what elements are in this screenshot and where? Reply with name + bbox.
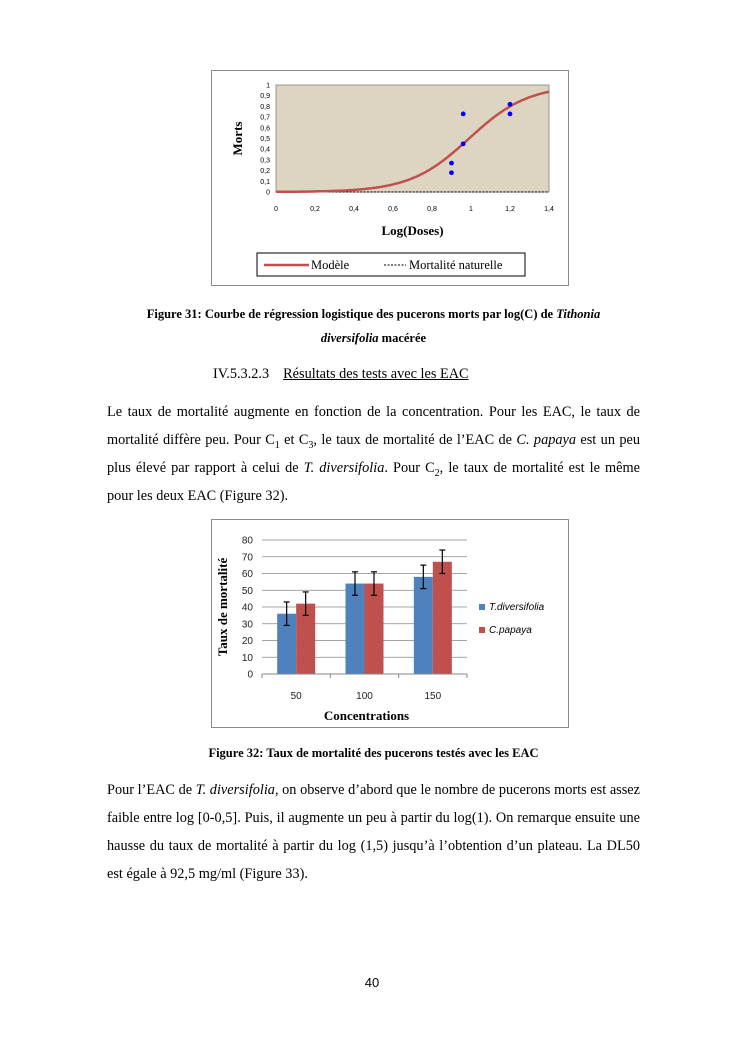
bar-tdiversifolia <box>346 584 365 674</box>
legend-swatch <box>479 627 485 633</box>
paragraph-results <box>107 398 640 510</box>
y-tick-label: 0 <box>266 189 270 197</box>
x-tick-label: 150 <box>424 691 442 702</box>
y-tick-label: 80 <box>241 535 253 547</box>
y-tick-label: 60 <box>241 569 253 580</box>
text-segment: , on observe d’abord que le nombre de pucerons morts est assez faible entre log [0-0,5]. Puis, il augmente un peu à partir du log(1). On remarque ensuite une hausse du taux de mortalité à partir du log (1,5) jusqu’à l’obtention d’un plateau. La DL50 est égale à 92,5 mg/ml (Figure 33). <box>107 782 640 882</box>
data-point <box>508 111 513 116</box>
y-tick-label: 1 <box>266 82 270 90</box>
logistic-regression-chart <box>212 71 568 285</box>
x-tick-label: 1,4 <box>544 206 554 213</box>
y-axis-title: Morts <box>230 121 245 156</box>
subscript: 2 <box>434 467 440 479</box>
legend-swatch <box>479 604 485 610</box>
bar-cpapaya <box>365 584 384 674</box>
x-tick-label: 1 <box>469 206 473 213</box>
x-axis-title: Log(Doses) <box>381 223 444 238</box>
y-tick-label: 70 <box>241 552 253 564</box>
y-tick-label: 0 <box>247 669 253 681</box>
y-tick-label: 0,7 <box>260 114 270 122</box>
caption-suffix: macérée <box>378 331 427 345</box>
bar-cpapaya <box>433 562 452 674</box>
x-tick-label: 100 <box>356 691 373 702</box>
italic-text: T. diversifolia <box>195 782 275 798</box>
text-segment: Pour l’EAC de <box>107 782 196 798</box>
mortality-bar-chart <box>212 520 568 727</box>
legend-natural-label: Mortalité naturelle <box>409 258 503 272</box>
text-segment: . Pour C <box>384 460 435 476</box>
x-tick-label: 50 <box>290 691 302 702</box>
x-tick-label: 0,6 <box>388 206 398 213</box>
y-tick-label: 0,4 <box>260 146 270 154</box>
y-axis-title: Taux de mortalité <box>215 557 230 657</box>
text-segment: , le taux de mortalité est le même pour les deux EAC (Figure 32). <box>107 460 640 504</box>
text-segment: et C <box>279 432 309 448</box>
y-tick-label: 20 <box>241 636 253 647</box>
section-title: Résultats des tests avec les EAC <box>283 366 469 382</box>
x-tick-label: 0,8 <box>427 206 437 213</box>
y-tick-label: 40 <box>241 602 253 614</box>
legend-label: C.papaya <box>489 625 532 636</box>
data-point <box>461 141 466 146</box>
italic-text: C. papaya <box>516 432 577 448</box>
caption-genus: Tithonia <box>556 307 601 321</box>
figure-32-chart <box>211 519 569 728</box>
section-heading <box>213 366 469 383</box>
x-axis-title: Concentrations <box>323 708 410 723</box>
y-tick-label: 0,8 <box>260 103 270 111</box>
x-tick-label: 1,2 <box>505 206 515 213</box>
text-segment: Le taux de mortalité augmente en fonction de la concentration. Pour les EAC, le taux de mortalité diffère peu. Pour C <box>107 404 640 448</box>
text-segment: , le taux de mortalité de l’EAC de <box>313 432 517 448</box>
data-point <box>461 111 466 116</box>
paragraph-analysis <box>107 776 640 888</box>
y-tick-label: 0,5 <box>260 136 270 143</box>
y-tick-label: 0,1 <box>260 178 270 186</box>
caption-species: diversifolia <box>320 331 379 345</box>
italic-text: T. diversifolia <box>303 460 385 476</box>
x-tick-label: 0,2 <box>310 206 320 213</box>
plot-area <box>276 85 549 192</box>
data-point <box>449 170 454 175</box>
section-number: IV.5.3.2.3 <box>213 366 270 382</box>
legend-label: T.diversifolia <box>489 602 545 613</box>
figure-31-caption <box>107 302 640 350</box>
y-tick-label: 50 <box>241 585 253 597</box>
x-tick-label: 0,4 <box>349 206 359 213</box>
bar-tdiversifolia <box>414 577 433 674</box>
y-tick-label: 0,9 <box>260 93 270 101</box>
data-point <box>449 161 454 166</box>
y-tick-label: 0,3 <box>260 157 270 165</box>
y-tick-label: 30 <box>241 619 253 631</box>
page-number: 40 <box>364 975 380 990</box>
subscript: 3 <box>308 439 314 451</box>
y-tick-label: 0,6 <box>260 125 270 133</box>
y-tick-label: 0,2 <box>260 168 270 176</box>
text-segment: est un peu plus élevé par rapport à celui de <box>107 432 640 476</box>
x-tick-label: 0 <box>274 206 278 213</box>
y-tick-label: 10 <box>241 652 253 664</box>
figure-32-caption: Figure 32: Taux de mortalité des pucerons testés avec les EAC <box>208 746 539 760</box>
subscript: 1 <box>274 439 280 451</box>
data-point <box>508 102 513 107</box>
caption-text: Figure 31: Courbe de régression logistique des pucerons morts par log(C) de <box>146 307 557 321</box>
figure-31-chart <box>211 70 569 286</box>
legend-model-label: Modèle <box>311 258 350 272</box>
